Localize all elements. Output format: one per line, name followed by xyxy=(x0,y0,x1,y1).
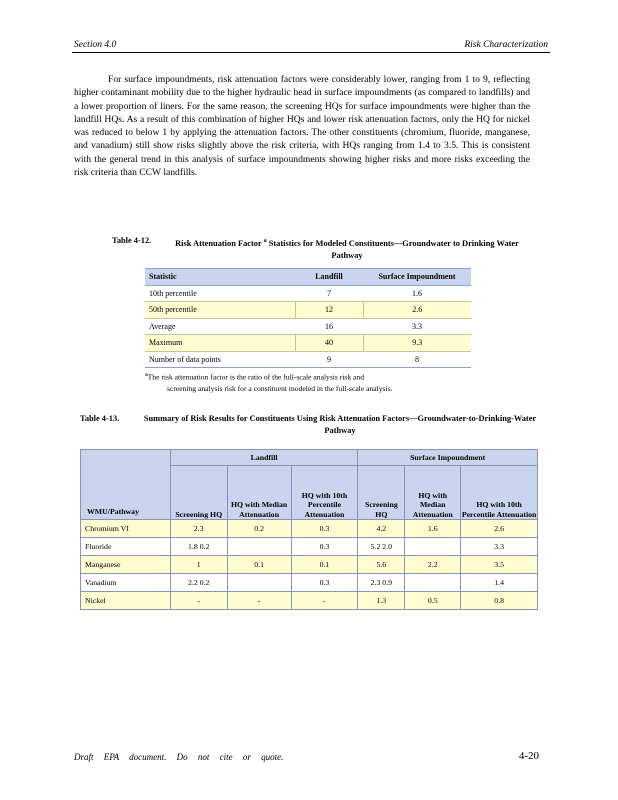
table-4-13-title: Summary of Risk Results for Constituents Using Risk Attenuation Factors—Groundwater-to-Drinking-Water Pathway xyxy=(143,414,537,435)
table-row xyxy=(145,302,471,319)
row-label: Manganese xyxy=(81,556,171,574)
table-4-12-label: Table 4-12. xyxy=(112,236,152,245)
cell: 1.6 xyxy=(405,520,461,538)
cell-landfill: 7 xyxy=(327,288,331,298)
cell xyxy=(405,574,461,592)
cell-landfill: 9 xyxy=(295,351,363,368)
row-label: Fluoride xyxy=(81,538,171,556)
table-row xyxy=(81,556,538,574)
cell: - xyxy=(291,592,358,610)
cell-landfill: 16 xyxy=(325,321,333,331)
table-4-12 xyxy=(145,268,471,368)
row-label: 10th percentile xyxy=(149,288,197,298)
cell xyxy=(227,538,291,556)
table-4-13 xyxy=(80,449,538,610)
cell: 5.2 2.0 xyxy=(358,538,405,556)
col-header-si-median: HQ with Median Attenuation xyxy=(405,466,461,520)
col-header-lf-tenth: HQ with 10th Percentile Attenuation xyxy=(291,466,358,520)
page-number: 4-20 xyxy=(518,750,539,762)
cell xyxy=(405,538,461,556)
row-label: Chromium VI xyxy=(81,520,171,538)
cell: - xyxy=(227,592,291,610)
col-header-si-screening: Screening HQ xyxy=(358,466,405,520)
row-label: Average xyxy=(149,321,176,331)
cell-surface: 1.6 xyxy=(412,288,422,298)
col-header-surface: Surface Impoundment xyxy=(363,269,471,286)
group-header-row xyxy=(81,450,538,466)
cell: 5.6 xyxy=(358,556,405,574)
cell: 0.1 xyxy=(227,556,291,574)
row-label: 50th percentile xyxy=(145,302,295,319)
cell xyxy=(227,574,291,592)
cell: 0.8 xyxy=(461,592,538,610)
cell: 0.3 xyxy=(291,520,358,538)
table-row xyxy=(81,592,538,610)
body-paragraph: For surface impoundments, risk attenuation factors were considerably lower, ranging from 1 to 9, reflecting higher contaminant mobility due to the higher hydraulic head in surface impoundments (as compared to landfills) and a lower proportion of liners. For the same reason, the screening HQs for surface impoundments were higher than the landfill HQs. As a result of this combination of higher HQs and lower risk attenuation factors, only the HQ for nickel was reduced to below 1 by applying the attenuation factors. The other constituents (chromium, fluoride, manganese, and vanadium) still show risks slightly above the risk criteria, with HQs ranging from 1.4 to 3.5. This is consistent with the general trend in this analysis of surface impoundments showing higher risks and more risks exceeding the risk criteria than CCW landfills. xyxy=(74,74,530,179)
cell: 3.3 xyxy=(461,538,538,556)
table-4-13-label: Table 4-13. xyxy=(80,414,120,423)
table-row xyxy=(81,574,538,592)
table-row xyxy=(81,520,538,538)
cell: 0.1 xyxy=(291,556,358,574)
table-4-12-title: Risk Attenuation Factor $^a$ Statistics for Modeled Constituents—Groundwater to Drinking Water Pathway xyxy=(175,238,519,260)
cell-landfill: 40 xyxy=(295,335,363,352)
cell: 3.5 xyxy=(461,556,538,574)
cell: 2.2 xyxy=(405,556,461,574)
table-row xyxy=(145,351,471,368)
header-section: Section 4.0 xyxy=(74,40,117,50)
table-row xyxy=(81,538,538,556)
table-4-12-footnote xyxy=(145,370,465,394)
cell-surface: 3.3 xyxy=(412,321,422,331)
table-row xyxy=(145,318,471,335)
row-label: Number of data points xyxy=(145,351,295,368)
caption-footnote-mark: a xyxy=(263,238,267,244)
col-header-lf-median: HQ with Median Attenuation xyxy=(227,466,291,520)
table-row xyxy=(145,285,471,302)
footnote-line-1: The risk attenuation factor is the ratio of the full-scale analysis risk and xyxy=(147,372,365,382)
cell: 4.2 xyxy=(358,520,405,538)
row-label: Maximum xyxy=(145,335,295,352)
col-header-lf-screening: Screening HQ xyxy=(170,466,227,520)
cell: 0.3 xyxy=(291,574,358,592)
col-header-statistic: Statistic xyxy=(145,269,295,286)
row-label: Nickel xyxy=(81,592,171,610)
cell: 0.2 xyxy=(227,520,291,538)
cell: 0.5 xyxy=(405,592,461,610)
col-header-pathway: WMU/Pathway xyxy=(81,450,171,520)
cell-surface: 9.3 xyxy=(363,335,471,352)
cell-surface: 2.6 xyxy=(363,302,471,319)
header-rule xyxy=(72,52,550,53)
cell-surface: 8 xyxy=(363,351,471,368)
cell: - xyxy=(170,592,227,610)
cell-landfill: 12 xyxy=(295,302,363,319)
col-header-si-tenth: HQ with 10th Percentile Attenuation xyxy=(461,466,538,520)
footer-draft-note: Draft EPA document. Do not cite or quote. xyxy=(74,752,284,762)
cell: 1.3 xyxy=(358,592,405,610)
group-header-landfill: Landfill xyxy=(170,450,358,466)
group-header-surface: Surface Impoundment xyxy=(358,450,538,466)
col-header-landfill: Landfill xyxy=(295,269,363,286)
cell: 2.3 0.9 xyxy=(358,574,405,592)
footnote-line-2: screening analysis risk for a constituent modeled in the full-scale analysis. xyxy=(167,383,393,393)
cell: 1.8 0.2 xyxy=(170,538,227,556)
cell: 1.4 xyxy=(461,574,538,592)
cell: 2.3 xyxy=(170,520,227,538)
cell: 0.3 xyxy=(291,538,358,556)
header-title: Risk Characterization xyxy=(464,40,548,50)
cell: 2.2 0.2 xyxy=(170,574,227,592)
cell: 2.6 xyxy=(461,520,538,538)
footnote-mark: a xyxy=(145,372,148,378)
table-header-row xyxy=(145,269,471,286)
table-row xyxy=(145,335,471,352)
cell: 1 xyxy=(170,556,227,574)
row-label: Vanadium xyxy=(81,574,171,592)
